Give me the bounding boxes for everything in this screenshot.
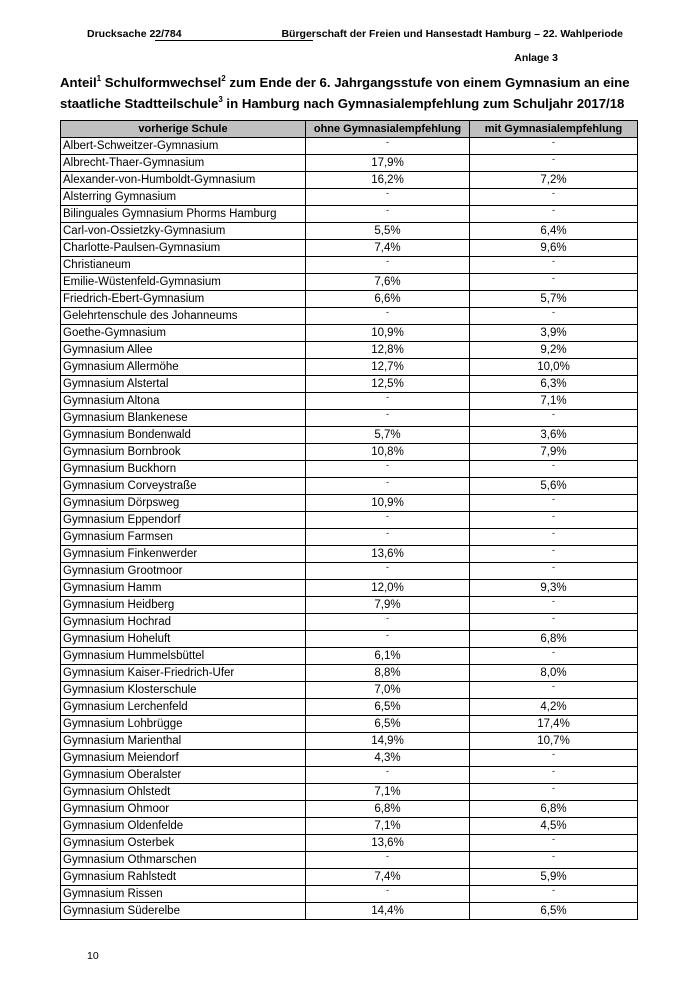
table-row xyxy=(61,427,638,444)
with-recommendation-cell: - xyxy=(470,461,638,478)
school-name-cell: Gymnasium Blankenese xyxy=(61,410,306,427)
school-name-cell: Gymnasium Osterbek xyxy=(61,835,306,852)
table-row xyxy=(61,444,638,461)
annex-label: Anlage 3 xyxy=(514,52,558,64)
school-name-cell: Gymnasium Bondenwald xyxy=(61,427,306,444)
with-recommendation-cell: 4,5% xyxy=(470,818,638,835)
with-recommendation-cell: - xyxy=(470,835,638,852)
school-name-cell: Gymnasium Hochrad xyxy=(61,614,306,631)
page-header xyxy=(87,28,623,44)
school-name-cell: Emilie-Wüstenfeld-Gymnasium xyxy=(61,274,306,291)
table-row xyxy=(61,495,638,512)
school-name-cell: Gymnasium Heidberg xyxy=(61,597,306,614)
school-name-cell: Gymnasium Meiendorf xyxy=(61,750,306,767)
school-name-cell: Gymnasium Ohlstedt xyxy=(61,784,306,801)
table-row xyxy=(61,376,638,393)
title-part-1: Anteil xyxy=(60,75,97,90)
table-row xyxy=(61,852,638,869)
table-row xyxy=(61,886,638,903)
header-rule xyxy=(155,40,313,41)
with-recommendation-cell: - xyxy=(470,597,638,614)
without-recommendation-cell: 5,7% xyxy=(306,427,470,444)
without-recommendation-cell: 10,8% xyxy=(306,444,470,461)
with-recommendation-cell: 6,3% xyxy=(470,376,638,393)
school-name-cell: Gymnasium Corveystraße xyxy=(61,478,306,495)
without-recommendation-cell: - xyxy=(306,410,470,427)
table-row xyxy=(61,665,638,682)
without-recommendation-cell: - xyxy=(306,631,470,648)
with-recommendation-cell: - xyxy=(470,852,638,869)
table-row xyxy=(61,359,638,376)
school-name-cell: Gymnasium Ohmoor xyxy=(61,801,306,818)
school-change-table xyxy=(60,120,638,920)
table-row xyxy=(61,733,638,750)
with-recommendation-cell: 6,5% xyxy=(470,903,638,920)
school-name-cell: Gymnasium Buckhorn xyxy=(61,461,306,478)
school-name-cell: Gymnasium Alstertal xyxy=(61,376,306,393)
table-row xyxy=(61,716,638,733)
without-recommendation-cell: 12,7% xyxy=(306,359,470,376)
without-recommendation-cell: 14,9% xyxy=(306,733,470,750)
without-recommendation-cell: 6,6% xyxy=(306,291,470,308)
with-recommendation-cell: 6,8% xyxy=(470,801,638,818)
school-name-cell: Christianeum xyxy=(61,257,306,274)
school-name-cell: Gymnasium Othmarschen xyxy=(61,852,306,869)
table-row xyxy=(61,478,638,495)
without-recommendation-cell: 7,0% xyxy=(306,682,470,699)
with-recommendation-cell: 6,8% xyxy=(470,631,638,648)
table-body xyxy=(61,138,638,920)
table-row xyxy=(61,563,638,580)
with-recommendation-cell: 5,6% xyxy=(470,478,638,495)
title-part-4: in Hamburg nach Gymnasialempfehlung zum Schuljahr 2017/18 xyxy=(222,96,625,111)
with-recommendation-cell: 7,9% xyxy=(470,444,638,461)
with-recommendation-cell: - xyxy=(470,546,638,563)
school-name-cell: Gymnasium Lohbrügge xyxy=(61,716,306,733)
without-recommendation-cell: 12,8% xyxy=(306,342,470,359)
without-recommendation-cell: 4,3% xyxy=(306,750,470,767)
without-recommendation-cell: 6,8% xyxy=(306,801,470,818)
with-recommendation-cell: 4,2% xyxy=(470,699,638,716)
with-recommendation-cell: 5,9% xyxy=(470,869,638,886)
table-row xyxy=(61,597,638,614)
school-name-cell: Gymnasium Rissen xyxy=(61,886,306,903)
table-row xyxy=(61,308,638,325)
school-name-cell: Gymnasium Hamm xyxy=(61,580,306,597)
with-recommendation-cell: 10,7% xyxy=(470,733,638,750)
table-row xyxy=(61,223,638,240)
school-name-cell: Gymnasium Marienthal xyxy=(61,733,306,750)
without-recommendation-cell: - xyxy=(306,852,470,869)
without-recommendation-cell: 12,0% xyxy=(306,580,470,597)
without-recommendation-cell: - xyxy=(306,886,470,903)
without-recommendation-cell: 14,4% xyxy=(306,903,470,920)
table-row xyxy=(61,325,638,342)
school-name-cell: Gymnasium Bornbrook xyxy=(61,444,306,461)
without-recommendation-cell: 17,9% xyxy=(306,155,470,172)
without-recommendation-cell: - xyxy=(306,308,470,325)
with-recommendation-cell: 3,6% xyxy=(470,427,638,444)
with-recommendation-cell: - xyxy=(470,495,638,512)
without-recommendation-cell: - xyxy=(306,189,470,206)
school-name-cell: Gelehrtenschule des Johanneums xyxy=(61,308,306,325)
table-row xyxy=(61,682,638,699)
with-recommendation-cell: 5,7% xyxy=(470,291,638,308)
without-recommendation-cell: 10,9% xyxy=(306,325,470,342)
column-header-school: vorherige Schule xyxy=(61,121,306,138)
parliament-label: Bürgerschaft der Freien und Hansestadt Hamburg – 22. Wahlperiode xyxy=(281,28,623,40)
with-recommendation-cell: - xyxy=(470,189,638,206)
with-recommendation-cell: - xyxy=(470,886,638,903)
school-name-cell: Albrecht-Thaer-Gymnasium xyxy=(61,155,306,172)
without-recommendation-cell: - xyxy=(306,138,470,155)
table-row xyxy=(61,206,638,223)
with-recommendation-cell: - xyxy=(470,206,638,223)
school-name-cell: Friedrich-Ebert-Gymnasium xyxy=(61,291,306,308)
without-recommendation-cell: 13,6% xyxy=(306,546,470,563)
table-row xyxy=(61,291,638,308)
school-name-cell: Albert-Schweitzer-Gymnasium xyxy=(61,138,306,155)
school-name-cell: Gymnasium Hummelsbüttel xyxy=(61,648,306,665)
school-name-cell: Goethe-Gymnasium xyxy=(61,325,306,342)
with-recommendation-cell: 9,3% xyxy=(470,580,638,597)
table-row xyxy=(61,869,638,886)
with-recommendation-cell: - xyxy=(470,257,638,274)
footnote-ref-1: 1 xyxy=(96,74,102,83)
table-row xyxy=(61,614,638,631)
with-recommendation-cell: - xyxy=(470,563,638,580)
school-name-cell: Gymnasium Oberalster xyxy=(61,767,306,784)
with-recommendation-cell: - xyxy=(470,682,638,699)
school-name-cell: Gymnasium Altona xyxy=(61,393,306,410)
without-recommendation-cell: 7,6% xyxy=(306,274,470,291)
table-header-row xyxy=(61,121,638,138)
without-recommendation-cell: - xyxy=(306,461,470,478)
table-row xyxy=(61,750,638,767)
table-row xyxy=(61,155,638,172)
without-recommendation-cell: - xyxy=(306,512,470,529)
without-recommendation-cell: - xyxy=(306,206,470,223)
school-name-cell: Gymnasium Rahlstedt xyxy=(61,869,306,886)
school-name-cell: Gymnasium Oldenfelde xyxy=(61,818,306,835)
table-row xyxy=(61,784,638,801)
school-name-cell: Alsterring Gymnasium xyxy=(61,189,306,206)
table-title xyxy=(60,72,640,114)
school-name-cell: Gymnasium Klosterschule xyxy=(61,682,306,699)
title-part-2: Schulformwechsel xyxy=(101,75,222,90)
table-row xyxy=(61,274,638,291)
with-recommendation-cell: - xyxy=(470,155,638,172)
school-name-cell: Gymnasium Eppendorf xyxy=(61,512,306,529)
table-row xyxy=(61,767,638,784)
school-name-cell: Carl-von-Ossietzky-Gymnasium xyxy=(61,223,306,240)
with-recommendation-cell: 10,0% xyxy=(470,359,638,376)
without-recommendation-cell: 16,2% xyxy=(306,172,470,189)
school-name-cell: Gymnasium Finkenwerder xyxy=(61,546,306,563)
without-recommendation-cell: 7,4% xyxy=(306,240,470,257)
table-row xyxy=(61,172,638,189)
school-name-cell: Gymnasium Farmsen xyxy=(61,529,306,546)
table-row xyxy=(61,648,638,665)
table-row xyxy=(61,801,638,818)
without-recommendation-cell: - xyxy=(306,393,470,410)
with-recommendation-cell: - xyxy=(470,648,638,665)
without-recommendation-cell: 6,5% xyxy=(306,716,470,733)
table-row xyxy=(61,257,638,274)
with-recommendation-cell: - xyxy=(470,512,638,529)
footnote-ref-3: 3 xyxy=(218,95,223,104)
with-recommendation-cell: 3,9% xyxy=(470,325,638,342)
school-name-cell: Gymnasium Kaiser-Friedrich-Ufer xyxy=(61,665,306,682)
school-name-cell: Gymnasium Allee xyxy=(61,342,306,359)
without-recommendation-cell: 8,8% xyxy=(306,665,470,682)
school-name-cell: Gymnasium Hoheluft xyxy=(61,631,306,648)
without-recommendation-cell: 12,5% xyxy=(306,376,470,393)
without-recommendation-cell: - xyxy=(306,478,470,495)
with-recommendation-cell: 6,4% xyxy=(470,223,638,240)
with-recommendation-cell: - xyxy=(470,784,638,801)
with-recommendation-cell: 9,6% xyxy=(470,240,638,257)
with-recommendation-cell: - xyxy=(470,614,638,631)
table-row xyxy=(61,512,638,529)
with-recommendation-cell: - xyxy=(470,767,638,784)
without-recommendation-cell: - xyxy=(306,529,470,546)
column-header-without-recommendation: ohne Gymnasialempfehlung xyxy=(306,121,470,138)
table-row xyxy=(61,138,638,155)
school-name-cell: Gymnasium Dörpsweg xyxy=(61,495,306,512)
without-recommendation-cell: 7,4% xyxy=(306,869,470,886)
with-recommendation-cell: 17,4% xyxy=(470,716,638,733)
school-name-cell: Gymnasium Grootmoor xyxy=(61,563,306,580)
with-recommendation-cell: 8,0% xyxy=(470,665,638,682)
table-row xyxy=(61,835,638,852)
with-recommendation-cell: 7,1% xyxy=(470,393,638,410)
without-recommendation-cell: 5,5% xyxy=(306,223,470,240)
table-row xyxy=(61,240,638,257)
table-row xyxy=(61,461,638,478)
school-name-cell: Gymnasium Süderelbe xyxy=(61,903,306,920)
table-row xyxy=(61,699,638,716)
school-name-cell: Gymnasium Lerchenfeld xyxy=(61,699,306,716)
table-row xyxy=(61,410,638,427)
table-row xyxy=(61,631,638,648)
with-recommendation-cell: - xyxy=(470,308,638,325)
without-recommendation-cell: 6,5% xyxy=(306,699,470,716)
with-recommendation-cell: - xyxy=(470,274,638,291)
school-name-cell: Bilinguales Gymnasium Phorms Hamburg xyxy=(61,206,306,223)
document-number: Drucksache 22/784 xyxy=(87,28,182,40)
table-row xyxy=(61,546,638,563)
with-recommendation-cell: 9,2% xyxy=(470,342,638,359)
column-header-with-recommendation: mit Gymnasialempfehlung xyxy=(470,121,638,138)
page-number: 10 xyxy=(87,950,99,962)
with-recommendation-cell: - xyxy=(470,529,638,546)
table-row xyxy=(61,580,638,597)
with-recommendation-cell: - xyxy=(470,138,638,155)
title-part-3: zum Ende der 6. Jahrgangsstufe von einem Gymnasium an eine staatliche Stadtteilschule xyxy=(60,75,630,111)
school-name-cell: Alexander-von-Humboldt-Gymnasium xyxy=(61,172,306,189)
without-recommendation-cell: 10,9% xyxy=(306,495,470,512)
without-recommendation-cell: 7,1% xyxy=(306,818,470,835)
table-row xyxy=(61,393,638,410)
without-recommendation-cell: - xyxy=(306,257,470,274)
without-recommendation-cell: 13,6% xyxy=(306,835,470,852)
without-recommendation-cell: - xyxy=(306,563,470,580)
school-name-cell: Gymnasium Allermöhe xyxy=(61,359,306,376)
school-name-cell: Charlotte-Paulsen-Gymnasium xyxy=(61,240,306,257)
footnote-ref-2: 2 xyxy=(221,74,226,83)
with-recommendation-cell: 7,2% xyxy=(470,172,638,189)
with-recommendation-cell: - xyxy=(470,750,638,767)
table-row xyxy=(61,342,638,359)
without-recommendation-cell: - xyxy=(306,614,470,631)
table-row xyxy=(61,903,638,920)
with-recommendation-cell: - xyxy=(470,410,638,427)
table-row xyxy=(61,529,638,546)
without-recommendation-cell: 7,1% xyxy=(306,784,470,801)
without-recommendation-cell: 6,1% xyxy=(306,648,470,665)
table-row xyxy=(61,189,638,206)
without-recommendation-cell: 7,9% xyxy=(306,597,470,614)
without-recommendation-cell: - xyxy=(306,767,470,784)
table-row xyxy=(61,818,638,835)
